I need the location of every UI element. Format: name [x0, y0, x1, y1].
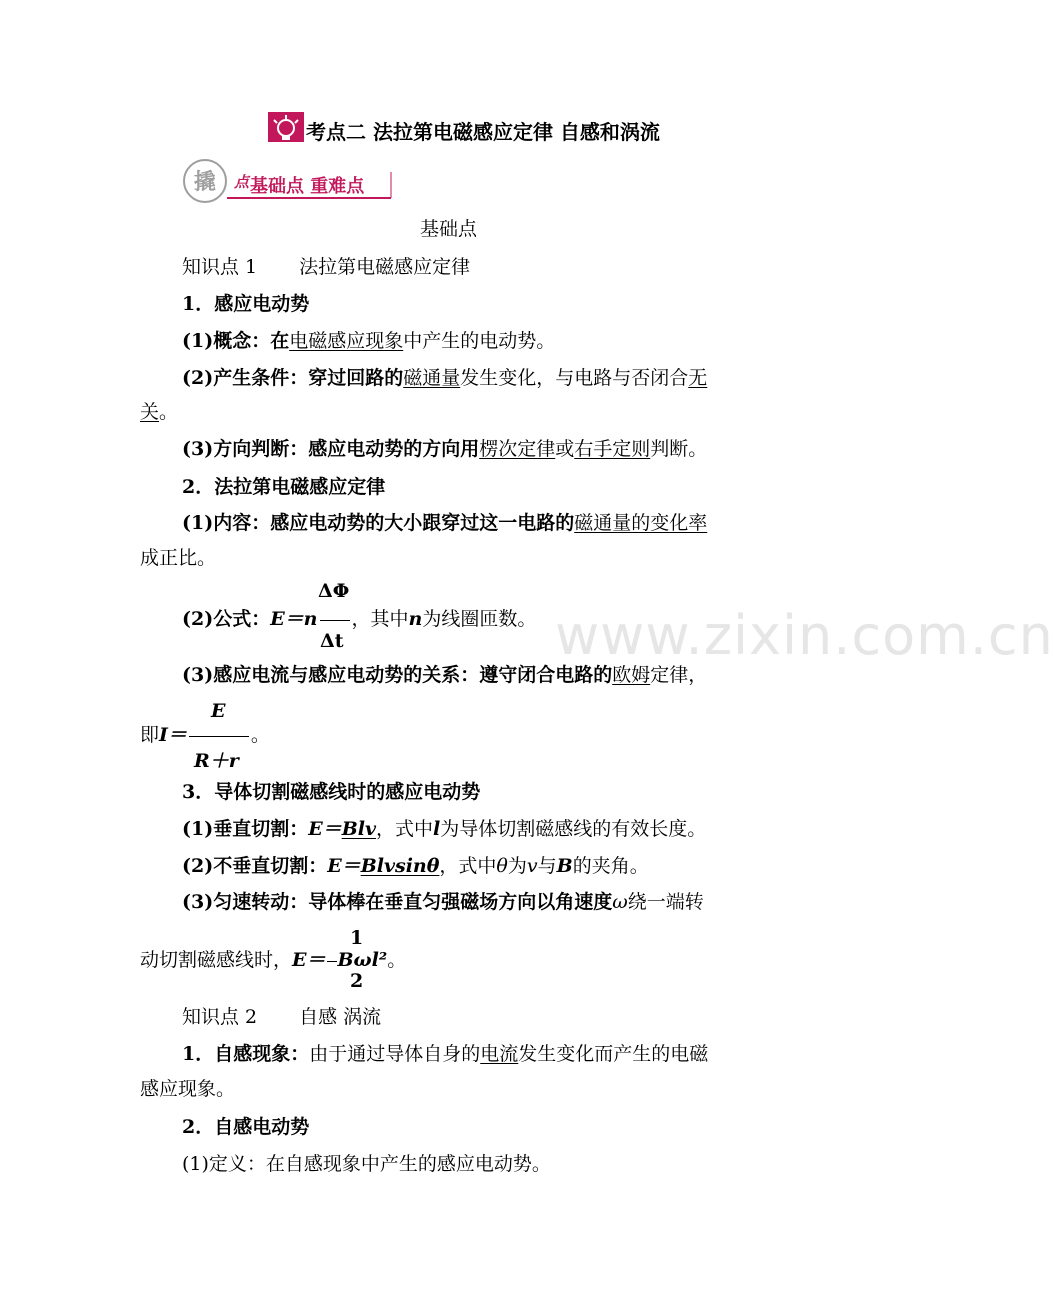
formula2-lhs: I＝: [159, 724, 187, 746]
s1-heading: 1．感应电动势: [182, 293, 310, 315]
formula3-numerator: 1: [350, 927, 364, 949]
formula1-denominator: Δt: [320, 630, 344, 652]
badge-icon-suffix: 点: [234, 173, 250, 191]
formula1-numerator: ΔΦ: [318, 580, 350, 602]
s2-p1: (1)内容：感应电动势的大小跟穿过这一电路的磁通量的变化率: [182, 512, 708, 534]
t2-heading: 2．自感电动势: [182, 1116, 310, 1138]
formula2-numerator: E: [211, 700, 226, 722]
s2-p2: (2)公式：E＝n ，其中n为线圈匝数。: [182, 608, 537, 630]
lightbulb-logo-icon: [268, 112, 304, 142]
s3-p1: (1)垂直切割：E＝Blv，式中l为导体切割磁感线的有效长度。: [182, 818, 707, 840]
s2-p3: (3)感应电流与感应电动势的关系：遵守闭合电路的欧姆定律，: [182, 664, 708, 686]
t1-p: 1．自感现象：由于通过导体自身的电流发生变化而产生的电磁: [182, 1043, 709, 1065]
s2-heading: 2．法拉第电磁感应定律: [182, 476, 386, 498]
kp1-heading: [182, 253, 470, 281]
formula3-lhs: E＝: [292, 949, 326, 971]
t1-cont: 感应现象。: [140, 1078, 236, 1100]
kp1-title: 法拉第电磁感应定律: [299, 256, 471, 278]
kp2-title: 自感 涡流: [299, 1006, 382, 1028]
kp2-heading: [182, 1003, 381, 1031]
badge-label: 基础点 重难点: [250, 176, 365, 197]
s1-p1: (1)概念：在电磁感应现象中产生的电动势。: [182, 330, 556, 352]
badge-icon-char: 撬: [193, 170, 217, 195]
formula2-denominator: R＋r: [194, 750, 239, 772]
s3-p2: (2)不垂直切割：E＝Blvsinθ，式中θ为v与B的夹角。: [182, 855, 649, 877]
watermark: www.zixin.com.cn: [555, 604, 1054, 667]
section-heading: 基础点: [420, 218, 478, 240]
s3-p3: (3)匀速转动：导体棒在垂直匀强磁场方向以角速度ω绕一端转: [182, 891, 704, 913]
t2-p1: (1)定义：在自感现象中产生的感应电动势。: [182, 1153, 551, 1175]
formula3-denominator: 2: [350, 970, 364, 992]
formula1-lhs: E＝n: [270, 608, 318, 630]
s2-p1-cont: 成正比。: [140, 547, 217, 569]
page-title: 考点二 法拉第电磁感应定律 自感和涡流: [306, 120, 660, 144]
s3-p3-cont: 动切割磁感线时，E＝ Bωl²。: [140, 949, 407, 971]
s1-p2-cont: 关。: [140, 401, 179, 423]
kp2-label: 知识点 2: [182, 1006, 258, 1028]
s1-p2: (2)产生条件：穿过回路的磁通量发生变化，与电路与否闭合无: [182, 367, 708, 389]
s2-p3-cont: 即I＝ 。: [140, 724, 270, 746]
s3-heading: 3．导体切割磁感线时的感应电动势: [182, 781, 481, 803]
s1-p3: (3)方向判断：感应电动势的方向用楞次定律或右手定则判断。: [182, 438, 708, 460]
kp1-label: 知识点 1: [182, 256, 258, 278]
